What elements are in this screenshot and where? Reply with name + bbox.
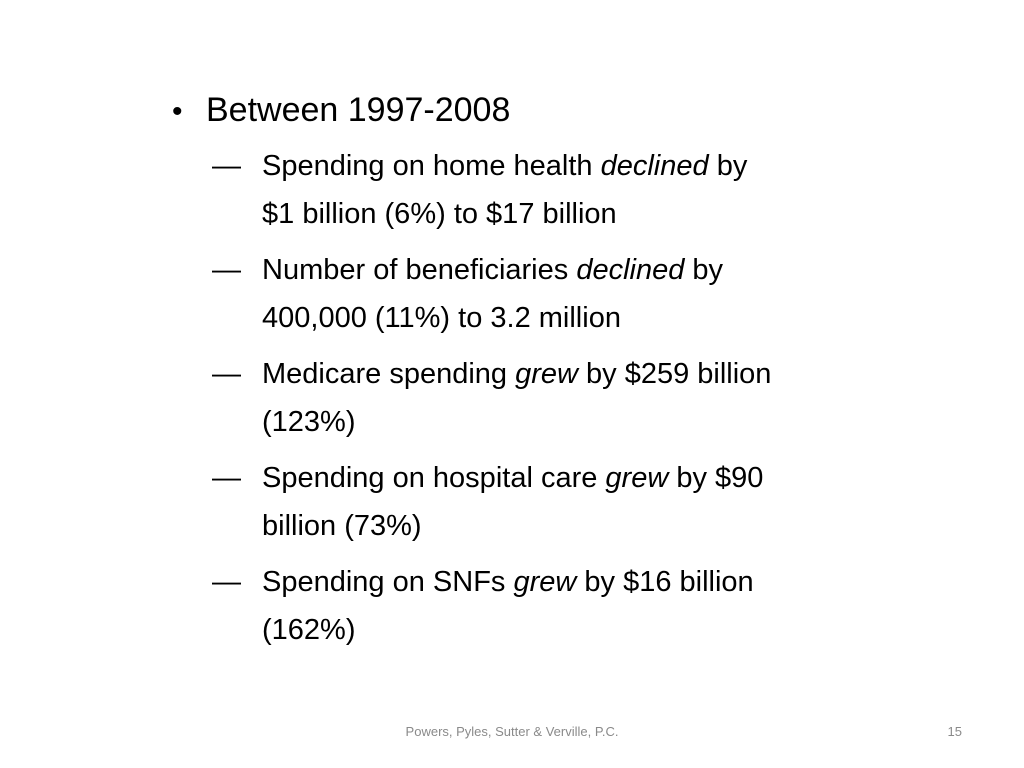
slide-footer: [0, 724, 1024, 744]
sub-bullet-text: [262, 454, 912, 550]
emphasis-text: grew: [515, 358, 578, 390]
sub-bullet-home-health: [212, 142, 932, 238]
dash-marker: —: [212, 566, 241, 598]
bullet-marker: •: [172, 95, 183, 128]
sub-bullet-line-1: [262, 558, 912, 606]
sub-bullet-line-2: (123%): [262, 406, 356, 438]
footer-firm-name: Powers, Pyles, Sutter & Verville, P.C.: [405, 724, 619, 739]
text-run: by $259 billion: [577, 358, 772, 390]
text-run: Spending on SNFs: [262, 566, 514, 598]
sub-bullet-text: [262, 350, 912, 446]
sub-bullet-text: [262, 558, 912, 654]
sub-bullet-beneficiaries: [212, 246, 932, 342]
emphasis-text: grew: [605, 462, 669, 494]
text-run: by $90: [668, 462, 764, 494]
dash-marker: —: [212, 254, 241, 286]
sub-bullet-text: [262, 246, 912, 342]
sub-bullet-hospital-care: [212, 454, 932, 550]
emphasis-text: declined: [576, 254, 685, 286]
sub-bullet-text: [262, 142, 912, 238]
dash-marker: —: [212, 462, 241, 494]
sub-bullet-line-2: billion (73%): [262, 510, 422, 542]
text-run: Medicare spending: [262, 358, 516, 390]
main-bullet: [172, 88, 932, 134]
sub-bullet-line-1: [262, 142, 912, 190]
emphasis-text: grew: [513, 566, 577, 598]
text-run: by: [684, 254, 724, 286]
sub-bullet-line-1: [262, 454, 912, 502]
dash-marker: —: [212, 150, 241, 182]
dash-marker: —: [212, 358, 241, 390]
text-run: Number of beneficiaries: [262, 254, 577, 286]
slide-number: 15: [947, 724, 962, 739]
sub-bullet-line-2: 400,000 (11%) to 3.2 million: [262, 302, 621, 334]
sub-bullet-line-2: $1 billion (6%) to $17 billion: [262, 198, 617, 230]
sub-bullet-snfs: [212, 558, 932, 654]
text-run: Spending on home health: [262, 150, 601, 182]
sub-bullet-list: [172, 142, 932, 654]
sub-bullet-medicare-spending: [212, 350, 932, 446]
text-run: Spending on hospital care: [262, 462, 606, 494]
sub-bullet-line-1: [262, 350, 912, 398]
text-run: by: [708, 150, 748, 182]
main-bullet-text: Between 1997-2008: [206, 91, 511, 129]
emphasis-text: declined: [600, 150, 709, 182]
slide-content: [172, 88, 932, 662]
text-run: by $16 billion: [576, 566, 754, 598]
sub-bullet-line-2: (162%): [262, 614, 356, 646]
sub-bullet-line-1: [262, 246, 912, 294]
